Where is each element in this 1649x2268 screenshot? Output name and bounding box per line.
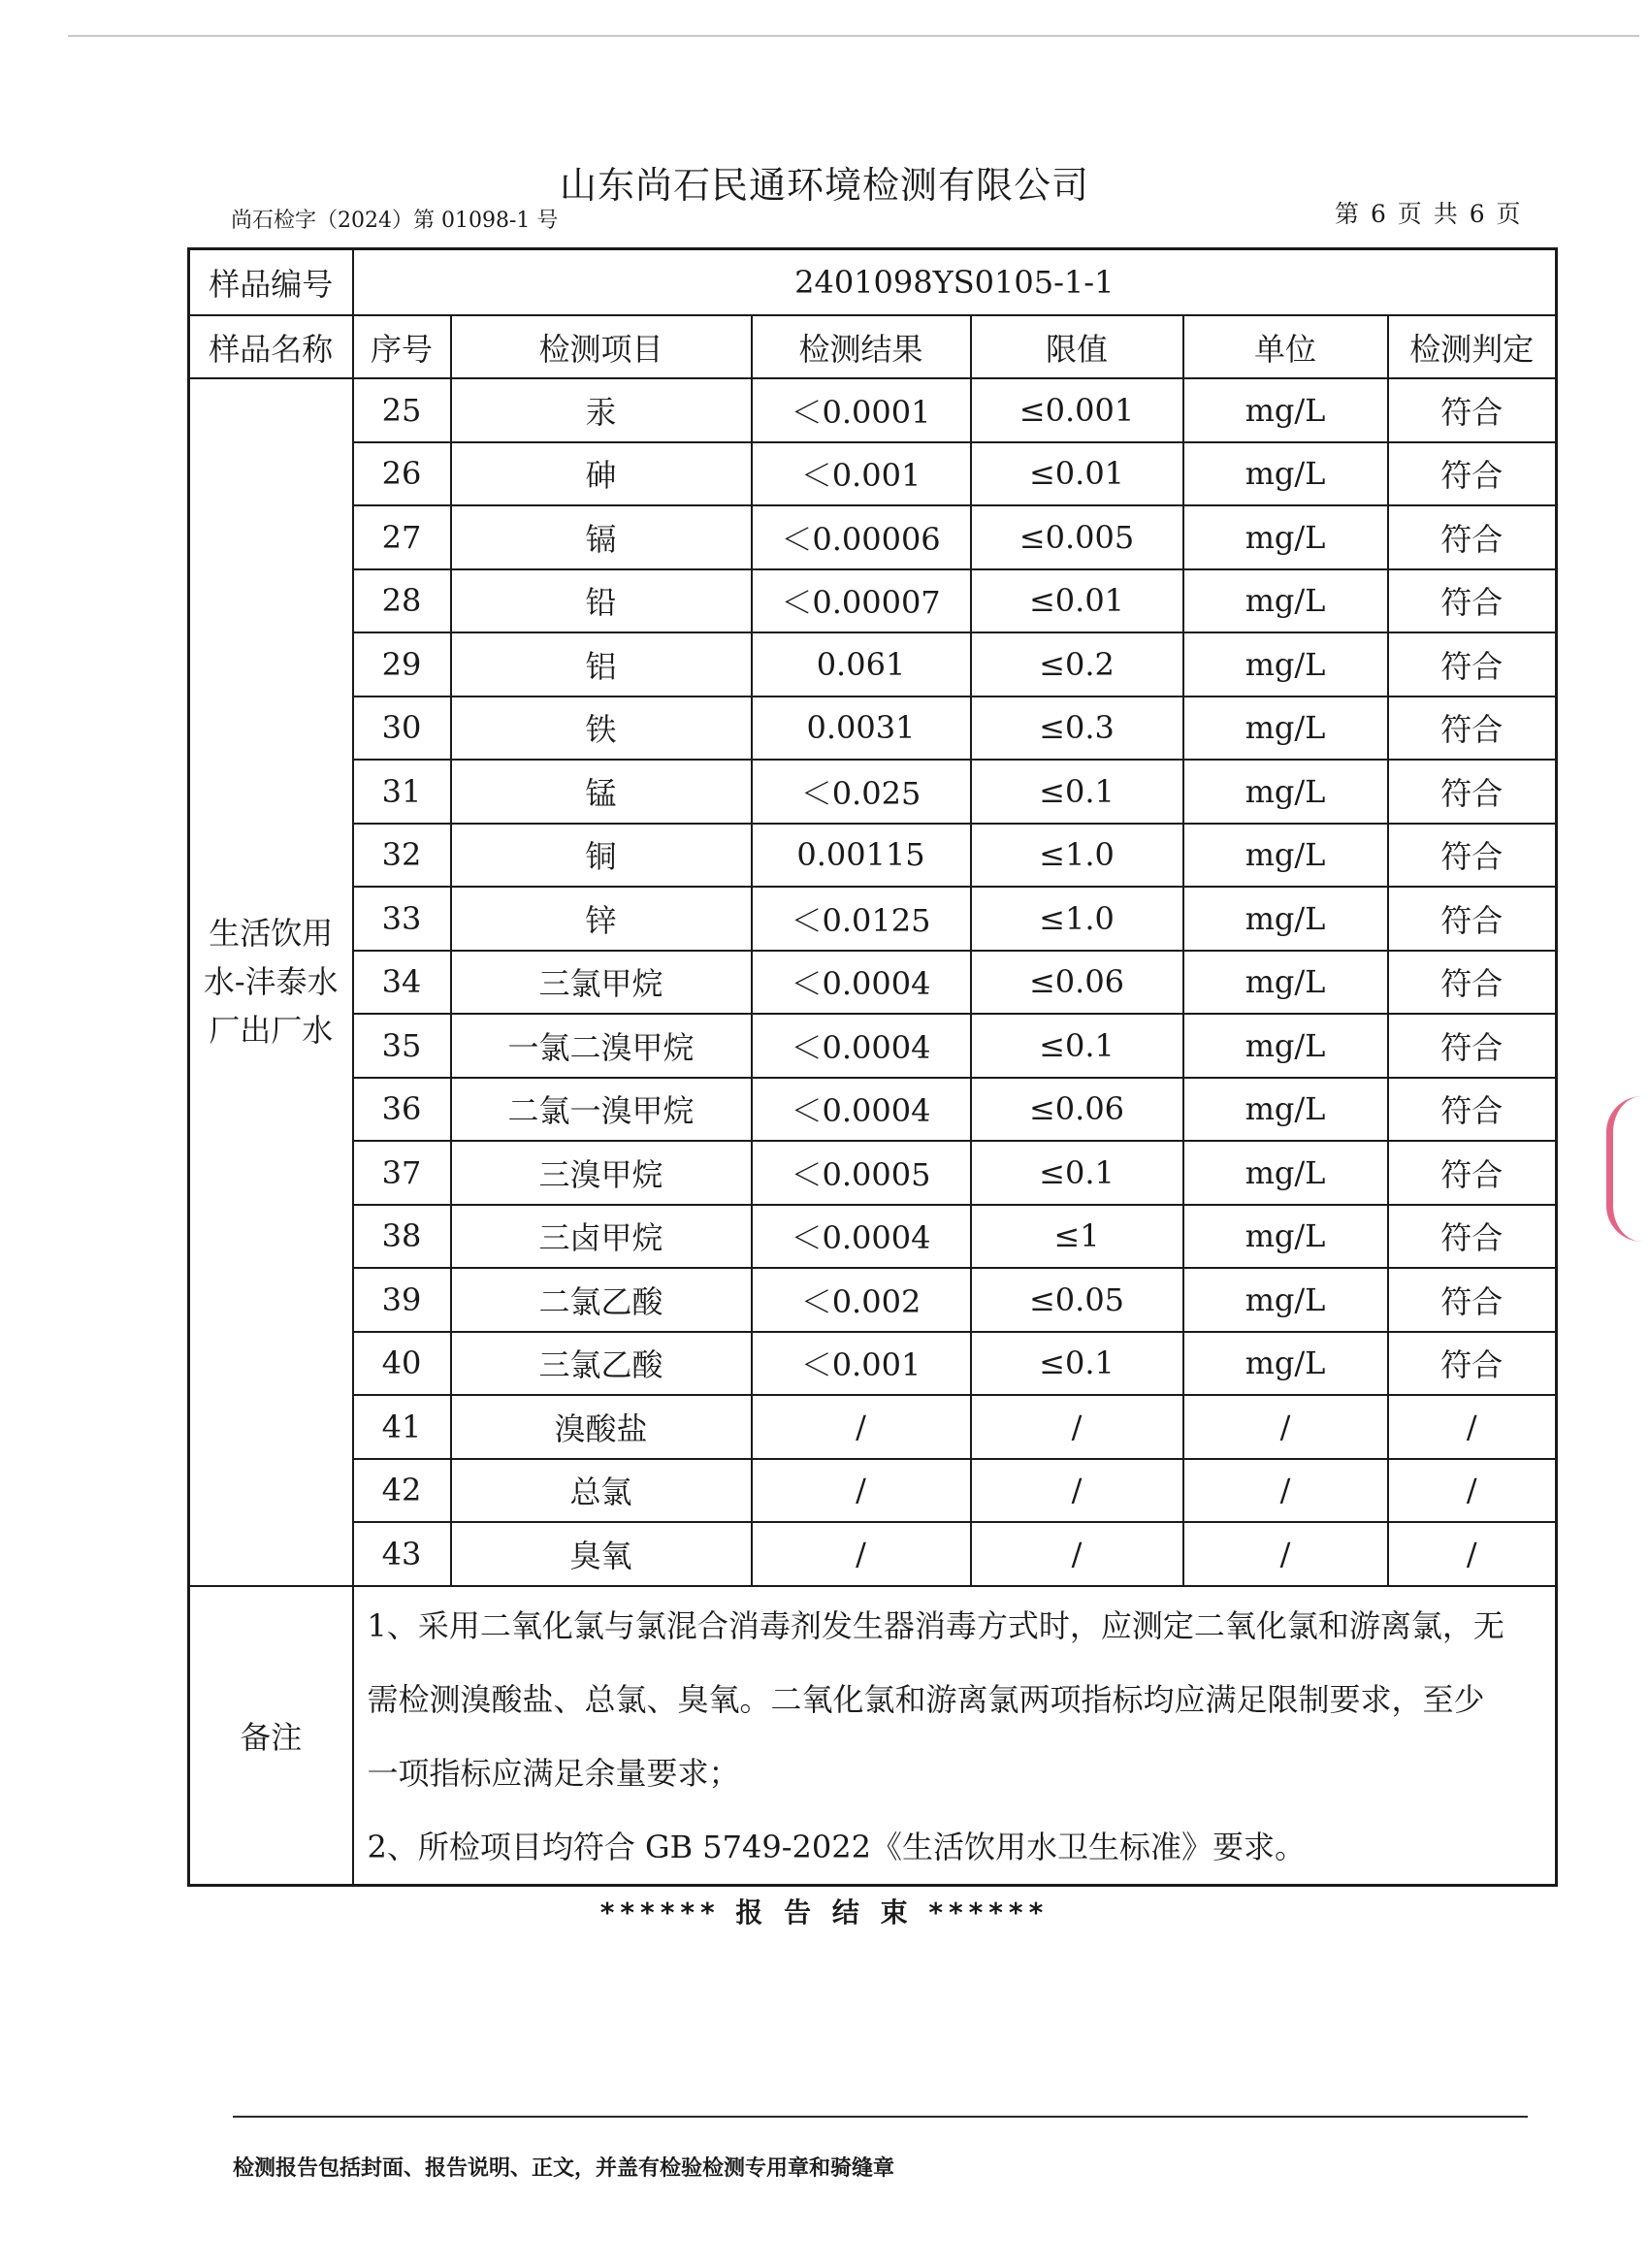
unit-cell: mg/L [1183,1141,1388,1205]
table-row [189,1205,1557,1269]
seq-no-cell: 33 [353,887,451,951]
test-item-cell: 二氯一溴甲烷 [451,1078,752,1142]
unit-cell: mg/L [1183,1014,1388,1078]
table-row [189,760,1557,824]
unit-cell: / [1183,1395,1388,1459]
seq-no-cell: 34 [353,951,451,1015]
unit-cell: mg/L [1183,1205,1388,1269]
table-row [189,1014,1557,1078]
table-row [189,1395,1557,1459]
column-header-row [189,315,1557,378]
seq-no-cell: 29 [353,632,451,697]
sample-code-label: 样品编号 [189,249,353,316]
limit-cell: ≤0.001 [971,378,1183,442]
judgement-cell: 符合 [1388,1078,1557,1142]
test-item-cell: 总氯 [451,1459,752,1523]
table-row [189,442,1557,506]
judgement-cell: / [1388,1522,1557,1586]
header-judgement: 检测判定 [1388,315,1557,378]
seq-no-cell: 26 [353,442,451,506]
remark-text [353,1586,1557,1886]
header-seq-no: 序号 [353,315,451,378]
seq-no-cell: 39 [353,1268,451,1332]
seq-no-cell: 36 [353,1078,451,1142]
footer-note: 检测报告包括封面、报告说明、正文，并盖有检验检测专用章和骑缝章 [233,2156,895,2181]
seal-stamp-edge [1606,1096,1642,1242]
judgement-cell: 符合 [1388,887,1557,951]
test-result-cell: ＜0.0004 [752,951,971,1015]
judgement-cell: 符合 [1388,951,1557,1015]
remark-line: 需检测溴酸盐、总氯、臭氧。二氧化氯和游离氯两项指标均应满足限制要求，至少 [367,1680,1485,1718]
test-item-cell: 砷 [451,442,752,506]
test-result-cell: ＜0.002 [752,1268,971,1332]
table-row [189,887,1557,951]
limit-cell: ≤0.1 [971,1332,1183,1396]
judgement-cell: 符合 [1388,505,1557,569]
test-result-cell: ＜0.00007 [752,569,971,633]
limit-cell: ≤1.0 [971,824,1183,888]
header-unit: 单位 [1183,315,1388,378]
unit-cell: mg/L [1183,569,1388,633]
test-results-table [187,247,1558,1887]
seq-no-cell: 32 [353,824,451,888]
test-item-cell: 二氯乙酸 [451,1268,752,1332]
test-item-cell: 镉 [451,505,752,569]
test-item-cell: 锰 [451,760,752,824]
report-end-mark: ****** 报 告 结 束 ****** [599,1896,1050,1928]
limit-cell: ≤0.1 [971,1141,1183,1205]
header-test-result: 检测结果 [752,315,971,378]
unit-cell: / [1183,1459,1388,1523]
test-result-cell: ＜0.0005 [752,1141,971,1205]
table-row [189,951,1557,1015]
test-item-cell: 臭氧 [451,1522,752,1586]
company-name: 山东尚石民通环境检测有限公司 [559,164,1089,207]
table-row [189,1141,1557,1205]
seq-no-cell: 35 [353,1014,451,1078]
seq-no-cell: 38 [353,1205,451,1269]
test-result-cell: / [752,1459,971,1523]
limit-cell: / [971,1459,1183,1523]
unit-cell: mg/L [1183,1332,1388,1396]
judgement-cell: / [1388,1459,1557,1523]
page-indicator: 第 6 页 共 6 页 [1335,200,1523,228]
judgement-cell: 符合 [1388,1332,1557,1396]
limit-cell: ≤0.01 [971,442,1183,506]
limit-cell: ≤0.1 [971,760,1183,824]
unit-cell: mg/L [1183,824,1388,888]
limit-cell: ≤0.05 [971,1268,1183,1332]
seq-no-cell: 28 [353,569,451,633]
remark-line: 2、所检项目均符合 GB 5749-2022《生活饮用水卫生标准》要求。 [367,1828,1306,1865]
limit-cell: ≤0.1 [971,1014,1183,1078]
test-result-cell: ＜0.001 [752,442,971,506]
limit-cell: ≤0.06 [971,951,1183,1015]
judgement-cell: 符合 [1388,442,1557,506]
limit-cell: ≤0.06 [971,1078,1183,1142]
table-row [189,697,1557,761]
seq-no-cell: 42 [353,1459,451,1523]
test-item-cell: 汞 [451,378,752,442]
unit-cell: mg/L [1183,951,1388,1015]
unit-cell: mg/L [1183,1078,1388,1142]
seq-no-cell: 27 [353,505,451,569]
seq-no-cell: 41 [353,1395,451,1459]
unit-cell: mg/L [1183,887,1388,951]
limit-cell: / [971,1395,1183,1459]
table-row [189,632,1557,697]
header-sample-name: 样品名称 [189,315,353,378]
test-item-cell: 三氯乙酸 [451,1332,752,1396]
table-row [189,505,1557,569]
table-row [189,1522,1557,1586]
test-result-cell: ＜0.025 [752,760,971,824]
test-result-cell: / [752,1395,971,1459]
test-item-cell: 铝 [451,632,752,697]
judgement-cell: 符合 [1388,1268,1557,1332]
table-row [189,1078,1557,1142]
seq-no-cell: 31 [353,760,451,824]
sample-code-value: 2401098YS0105-1-1 [353,249,1557,316]
sample-code-row [189,249,1557,316]
header-limit: 限值 [971,315,1183,378]
test-item-cell: 三氯甲烷 [451,951,752,1015]
test-result-cell: 0.061 [752,632,971,697]
test-result-cell: ＜0.0004 [752,1014,971,1078]
test-result-cell: ＜0.00006 [752,505,971,569]
test-result-cell: ＜0.0004 [752,1205,971,1269]
test-item-cell: 一氯二溴甲烷 [451,1014,752,1078]
sample-name-cell: 生活饮用水-沣泰水厂出厂水 [189,378,353,1586]
test-item-cell: 三溴甲烷 [451,1141,752,1205]
seq-no-cell: 40 [353,1332,451,1396]
judgement-cell: 符合 [1388,824,1557,888]
test-item-cell: 锌 [451,887,752,951]
table-row [189,569,1557,633]
footer-divider [233,2116,1528,2118]
table-row [189,378,1557,442]
judgement-cell: 符合 [1388,1141,1557,1205]
seq-no-cell: 25 [353,378,451,442]
unit-cell: mg/L [1183,760,1388,824]
judgement-cell: 符合 [1388,1014,1557,1078]
table-row [189,1459,1557,1523]
scan-edge-line [68,35,1639,37]
test-item-cell: 铜 [451,824,752,888]
remark-line: 1、采用二氧化氯与氯混合消毒剂发生器消毒方式时，应测定二氧化氯和游离氯，无 [367,1606,1504,1644]
test-result-cell: ＜0.0001 [752,378,971,442]
test-result-cell: ＜0.0125 [752,887,971,951]
test-result-cell: / [752,1522,971,1586]
limit-cell: / [971,1522,1183,1586]
judgement-cell: 符合 [1388,697,1557,761]
judgement-cell: 符合 [1388,632,1557,697]
test-item-cell: 三卤甲烷 [451,1205,752,1269]
test-result-cell: ＜0.001 [752,1332,971,1396]
unit-cell: mg/L [1183,632,1388,697]
limit-cell: ≤0.2 [971,632,1183,697]
test-item-cell: 溴酸盐 [451,1395,752,1459]
judgement-cell: 符合 [1388,1205,1557,1269]
report-number: 尚石检字（2024）第 01098-1 号 [231,209,559,233]
test-result-cell: ＜0.0004 [752,1078,971,1142]
test-result-cell: 0.0031 [752,697,971,761]
unit-cell: / [1183,1522,1388,1586]
remark-row [189,1586,1557,1886]
limit-cell: ≤1 [971,1205,1183,1269]
table-row [189,1332,1557,1396]
judgement-cell: 符合 [1388,378,1557,442]
remark-label: 备注 [189,1586,353,1886]
judgement-cell: 符合 [1388,760,1557,824]
limit-cell: ≤1.0 [971,887,1183,951]
seq-no-cell: 37 [353,1141,451,1205]
seq-no-cell: 30 [353,697,451,761]
unit-cell: mg/L [1183,505,1388,569]
seq-no-cell: 43 [353,1522,451,1586]
table-row [189,1268,1557,1332]
limit-cell: ≤0.01 [971,569,1183,633]
judgement-cell: 符合 [1388,569,1557,633]
test-item-cell: 铁 [451,697,752,761]
remark-line: 一项指标应满足余量要求； [367,1754,740,1792]
limit-cell: ≤0.3 [971,697,1183,761]
unit-cell: mg/L [1183,1268,1388,1332]
unit-cell: mg/L [1183,442,1388,506]
judgement-cell: / [1388,1395,1557,1459]
unit-cell: mg/L [1183,378,1388,442]
header-test-item: 检测项目 [451,315,752,378]
limit-cell: ≤0.005 [971,505,1183,569]
table-row [189,824,1557,888]
test-item-cell: 铅 [451,569,752,633]
test-result-cell: 0.00115 [752,824,971,888]
unit-cell: mg/L [1183,697,1388,761]
